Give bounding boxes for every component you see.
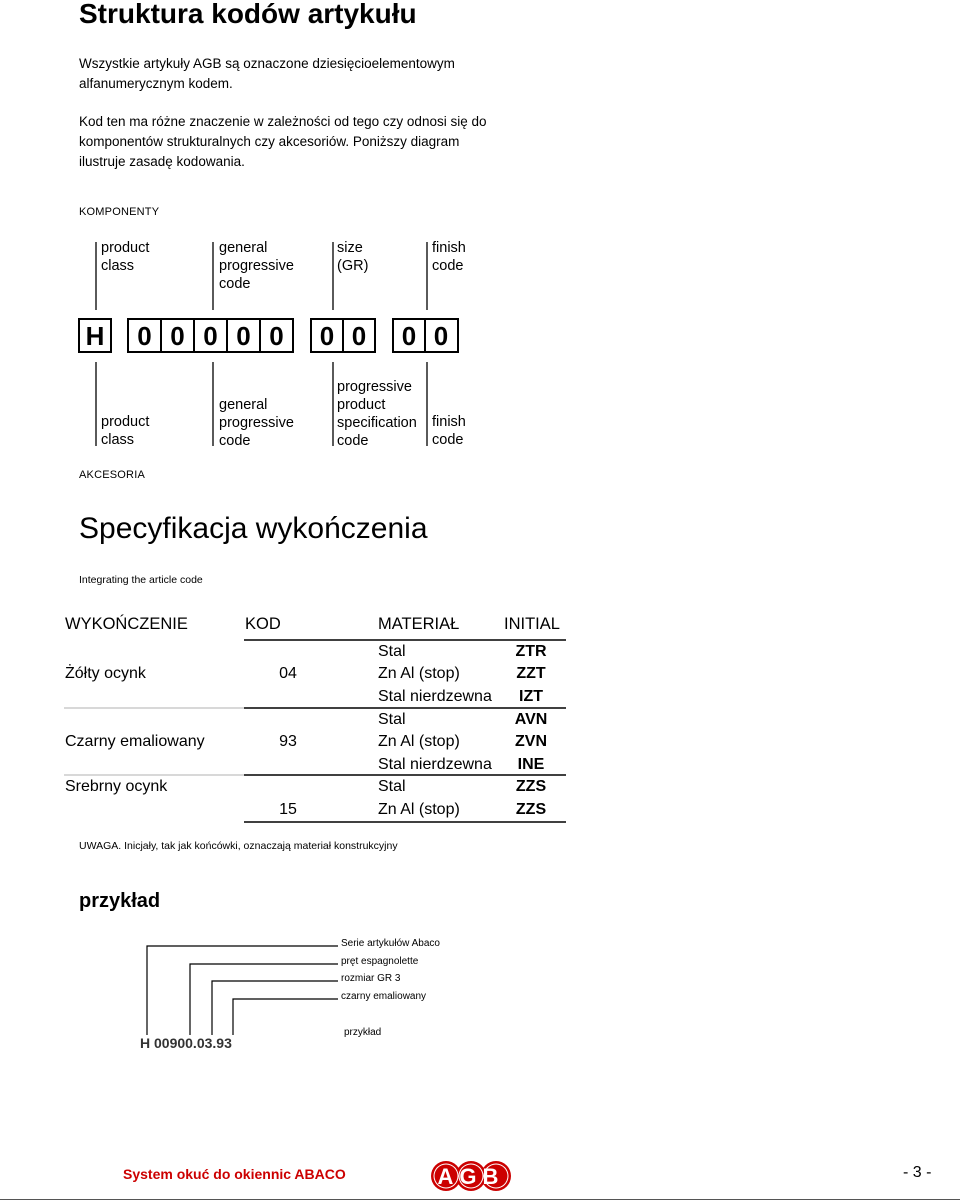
svg-text:ZZS: ZZS — [515, 778, 547, 795]
agb-logo — [430, 1158, 512, 1194]
svg-text:Stal: Stal — [378, 643, 406, 660]
svg-text:Zn Al (stop): Zn Al (stop) — [378, 665, 460, 682]
table-row — [279, 801, 546, 818]
svg-text:ZZT: ZZT — [516, 665, 546, 682]
code-char: 0 — [401, 321, 417, 351]
intro-line: Kod ten ma różne znaczenie w zależności od tego czy odnosi się do — [79, 114, 487, 129]
code-char: 0 — [433, 321, 449, 351]
svg-text:Srebrny ocynk: Srebrny ocynk — [65, 778, 168, 795]
top-label-finish: finish code — [432, 240, 466, 274]
example-caption: przykład — [344, 1027, 382, 1038]
table-row — [378, 688, 543, 705]
intro-line: alfanumerycznym kodem. — [79, 76, 233, 91]
example-heading: przykład — [79, 890, 161, 912]
table-row — [378, 643, 547, 660]
header-code: KOD — [245, 615, 281, 633]
finish-table — [0, 605, 600, 830]
top-label-general: general progressive code — [219, 240, 294, 292]
intro-line: Wszystkie artykuły AGB są oznaczone dziesięcioelementowym — [79, 56, 455, 71]
intro-paragraph — [79, 54, 539, 94]
code-char: 0 — [203, 321, 218, 351]
intro-paragraph-2 — [79, 112, 539, 172]
bracket-line — [233, 999, 338, 1035]
table-row — [378, 756, 545, 773]
akcesoria-label: AKCESORIA — [79, 469, 145, 481]
footer-divider — [0, 1199, 960, 1200]
bottom-label-finish: finish code — [432, 414, 466, 448]
svg-text:INE: INE — [517, 756, 545, 773]
example-label: pręt espagnolette — [341, 956, 419, 967]
svg-text:93: 93 — [279, 733, 297, 750]
svg-text:AGB: AGB — [437, 1164, 505, 1189]
top-label-product: product class — [101, 240, 150, 274]
code-structure-diagram — [0, 230, 520, 452]
svg-text:ZZS: ZZS — [515, 801, 547, 818]
page-number: - 3 - — [903, 1164, 932, 1181]
page-title: Struktura kodów artykułu — [79, 0, 417, 29]
svg-text:Stal: Stal — [378, 778, 406, 795]
example-label: rozmiar GR 3 — [341, 973, 401, 984]
svg-text:Stal: Stal — [378, 711, 406, 728]
bottom-label-progressive: progressive product specification code — [337, 379, 417, 449]
code-char: H — [85, 321, 105, 351]
svg-text:15: 15 — [279, 801, 297, 818]
svg-text:Zn Al (stop): Zn Al (stop) — [378, 733, 460, 750]
table-row — [65, 733, 547, 750]
integrating-caption: Integrating the article code — [79, 574, 203, 586]
svg-text:Stal nierdzewna: Stal nierdzewna — [378, 756, 492, 773]
table-row — [65, 663, 546, 682]
code-char: 0 — [137, 321, 152, 351]
code-char: 0 — [319, 321, 335, 351]
example-code: H 00900.03.93 — [140, 1035, 232, 1051]
svg-text:Stal nierdzewna: Stal nierdzewna — [378, 688, 492, 705]
svg-text:IZT: IZT — [519, 688, 543, 705]
example-label: czarny emaliowany — [341, 991, 427, 1002]
header-material: MATERIAŁ — [378, 615, 460, 633]
top-label-size: size (GR) — [337, 240, 369, 274]
svg-text:ZVN: ZVN — [515, 733, 547, 750]
code-char: 0 — [351, 321, 367, 351]
svg-text:ZTR: ZTR — [515, 643, 547, 660]
svg-text:Żółty ocynk: Żółty ocynk — [65, 665, 146, 682]
note-text: UWAGA. Inicjały, tak jak końcówki, oznaczają materiał konstrukcyjny — [79, 840, 398, 852]
spec-heading: Specyfikacja wykończenia — [79, 512, 428, 545]
footer-text: System okuć do okiennic ABACO — [123, 1166, 346, 1182]
svg-text:04: 04 — [279, 665, 297, 682]
table-row — [65, 778, 546, 795]
bottom-label-product: product class — [101, 414, 150, 448]
code-char: 0 — [236, 321, 251, 351]
example-diagram — [0, 930, 480, 1060]
intro-line: ilustruje zasadę kodowania. — [79, 154, 245, 169]
code-char: 0 — [170, 321, 185, 351]
komponenty-label: KOMPONENTY — [79, 206, 160, 218]
example-label: Serie artykułów Abaco — [341, 938, 440, 949]
svg-text:AVN: AVN — [514, 711, 548, 728]
header-initial: INITIAL — [504, 615, 560, 633]
svg-text:Czarny emaliowany: Czarny emaliowany — [65, 733, 205, 750]
bottom-label-general: general progressive code — [219, 397, 294, 449]
bracket-line — [147, 946, 338, 1035]
header-finish: WYKOŃCZENIE — [65, 615, 188, 633]
code-char: 0 — [269, 321, 284, 351]
intro-line: komponentów strukturalnych czy akcesoriów. Poniższy diagram — [79, 134, 460, 149]
bracket-line — [212, 981, 338, 1035]
table-row — [378, 711, 547, 728]
svg-text:Zn Al (stop): Zn Al (stop) — [378, 801, 460, 818]
